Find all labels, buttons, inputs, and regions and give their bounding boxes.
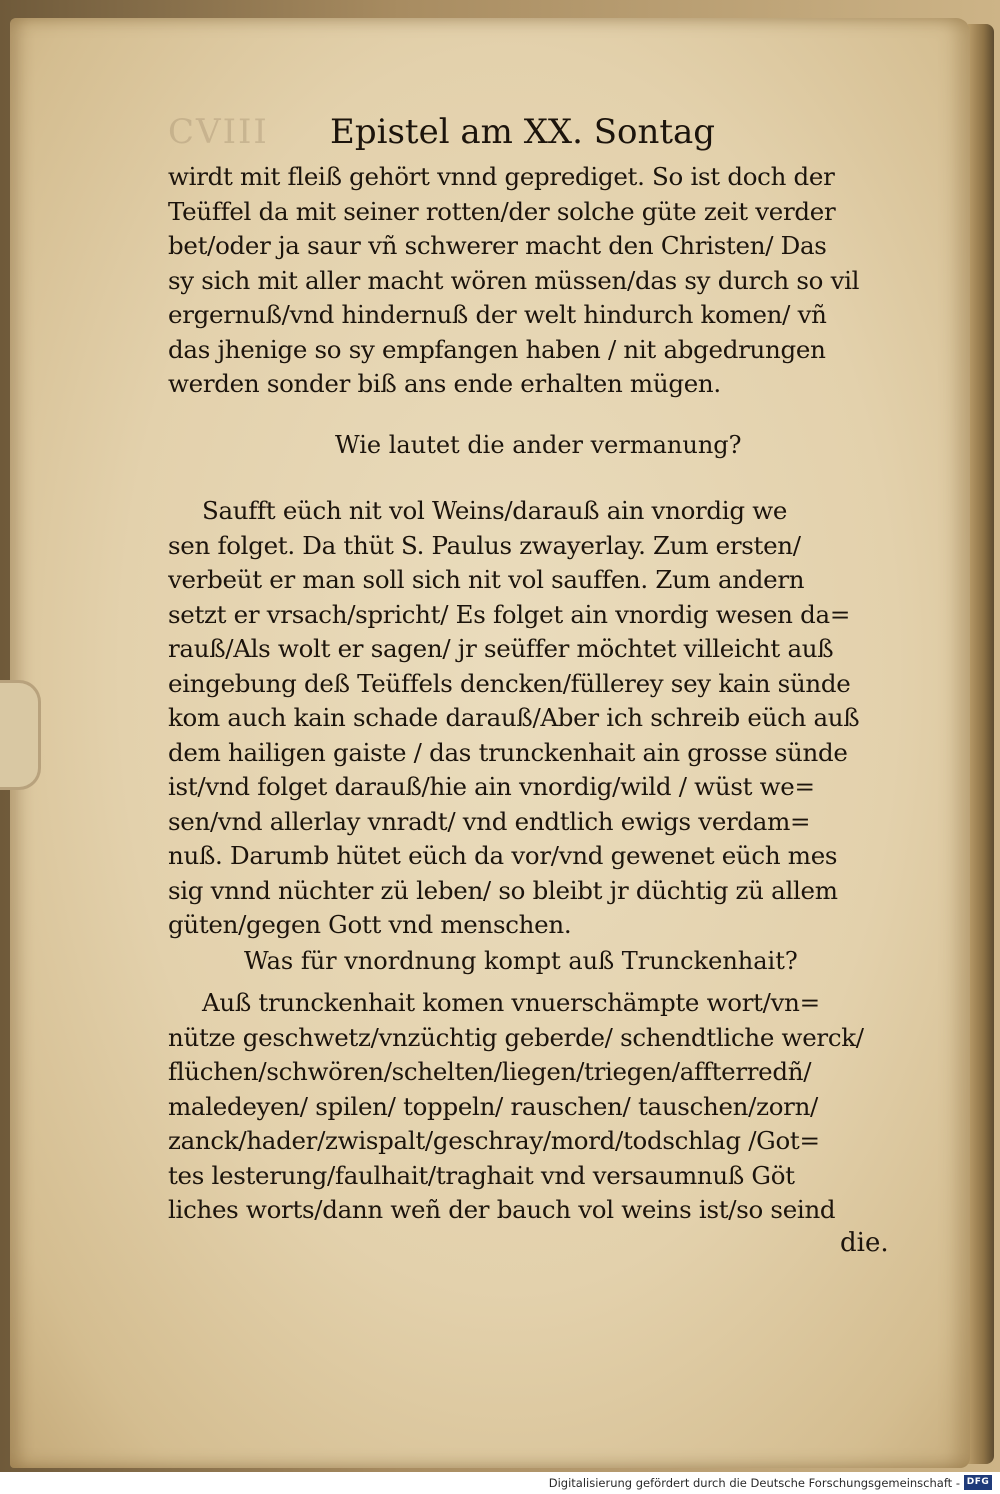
text-line: sen/vnd allerlay vnradt/ vnd endtlich ewigs verdam= xyxy=(168,806,811,836)
text-line: setzt er vrsach/spricht/ Es folget ain vnordig wesen da= xyxy=(168,599,851,629)
paragraph-3 xyxy=(168,986,903,1228)
text-line: bet/oder ja saur vñ schwerer macht den Christen/ Das xyxy=(168,231,827,260)
catchword: die. xyxy=(840,1228,889,1258)
text-line: ist/vnd folget darauß/hie ain vnordig/wild / wüst we= xyxy=(168,772,815,801)
paragraph-1 xyxy=(168,160,903,402)
text-line: kom auch kain schade darauß/Aber ich schreib eüch auß xyxy=(168,703,860,732)
dfg-logo-icon: DFG xyxy=(964,1475,992,1490)
page-stack-edge xyxy=(968,24,994,1464)
footer-credit: Digitalisierung gefördert durch die Deutsche Forschungsgemeinschaft - xyxy=(548,1476,960,1490)
bleed-through-folio: CVIII xyxy=(168,112,269,152)
paragraph-2 xyxy=(168,494,903,943)
bookmark-tab xyxy=(0,680,41,790)
text-line: dem hailigen gaiste / das trunckenhait ain grosse sünde xyxy=(168,737,848,767)
text-line: Saufft eüch nit vol Weins/darauß ain vnordig we xyxy=(202,496,788,525)
text-line: güten/gegen Gott vnd menschen. xyxy=(168,910,572,939)
text-line: ergernuß/vnd hindernuß der welt hindurch komen/ vñ xyxy=(168,300,827,329)
text-line: sen folget. Da thüt S. Paulus zwayerlay. Zum ersten/ xyxy=(168,530,801,560)
text-line: sig vnnd nüchter zü leben/ so bleibt jr düchtig zü allem xyxy=(168,875,838,905)
text-line: flüchen/schwören/schelten/liegen/triegen/affterredñ/ xyxy=(168,1057,812,1086)
text-line: maledeyen/ spilen/ toppeln/ rauschen/ tauschen/zorn/ xyxy=(168,1091,819,1121)
text-line: nuß. Darumb hütet eüch da vor/vnd gewenet eüch mes xyxy=(168,841,838,870)
text-line: zanck/hader/zwispalt/geschray/mord/todschlag /Got= xyxy=(168,1126,820,1155)
text-line: wirdt mit fleiß gehört vnnd geprediget. So ist doch der xyxy=(168,162,835,191)
text-line: liches worts/dann weñ der bauch vol weins ist/so seind xyxy=(168,1195,836,1224)
text-line: tes lesterung/faulhait/traghait vnd versaumnuß Göt xyxy=(168,1160,795,1190)
question-heading-2: Was für vnordnung kompt auß Trunckenhait? xyxy=(244,947,798,975)
running-header: Epistel am XX. Sontag xyxy=(330,112,716,152)
question-heading-1: Wie lautet die ander vermanung? xyxy=(335,431,742,459)
text-line: rauß/Als wolt er sagen/ jr seüffer möchtet villeicht auß xyxy=(168,634,834,663)
text-line: eingebung deß Teüffels dencken/füllerey sey kain sünde xyxy=(168,668,851,698)
text-line: Auß trunckenhait komen vnuerschämpte wort/vn= xyxy=(202,988,820,1017)
text-line: Teüffel da mit seiner rotten/der solche güte zeit verder xyxy=(168,196,836,226)
text-line: verbeüt er man soll sich nit vol sauffen. Zum andern xyxy=(168,565,805,594)
text-line: nütze geschwetz/vnzüchtig geberde/ schendtliche werck/ xyxy=(168,1022,864,1052)
text-line: das jhenige so sy empfangen haben / nit abgedrungen xyxy=(168,334,826,364)
text-line: werden sonder biß ans ende erhalten mügen. xyxy=(168,369,721,398)
text-line: sy sich mit aller macht wören müssen/das sy durch so vil xyxy=(168,265,860,295)
